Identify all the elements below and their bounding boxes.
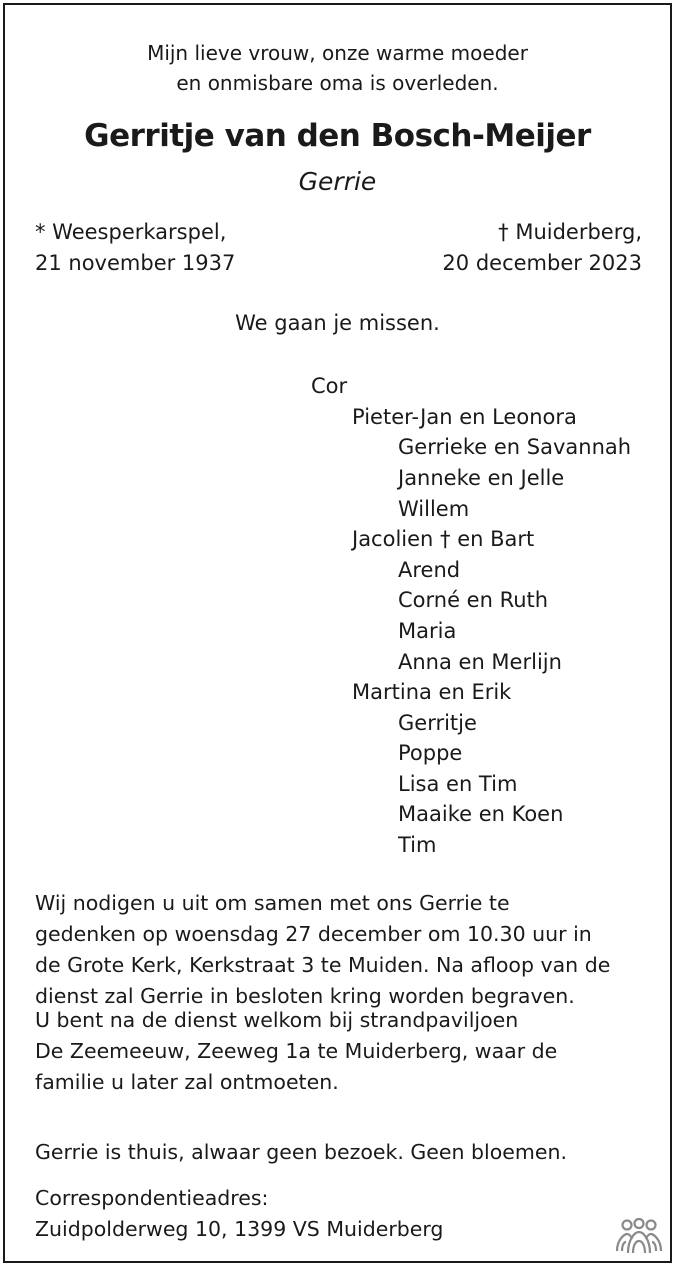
family-grandchild: Tim bbox=[398, 833, 437, 857]
birth-date: 21 november 1937 bbox=[35, 251, 236, 275]
farewell-message: We gaan je missen. bbox=[235, 311, 440, 335]
family-grandchild: Lisa en Tim bbox=[398, 772, 518, 796]
reception-line: familie u later zal ontmoeten. bbox=[35, 1070, 339, 1094]
family-grandchild: Maria bbox=[398, 619, 457, 643]
reception-line: De Zeemeeuw, Zeeweg 1a te Muiderberg, waar de bbox=[35, 1039, 558, 1063]
family-child: Jacolien † en Bart bbox=[352, 527, 535, 551]
death-info bbox=[442, 217, 642, 279]
service-paragraph bbox=[35, 888, 645, 1012]
family-grandchild: Maaike en Koen bbox=[398, 802, 564, 826]
family-grandchild: Willem bbox=[398, 497, 470, 521]
service-line: Wij nodigen u uit om samen met ons Gerrie te bbox=[35, 891, 510, 915]
intro-line-2: en onmisbare oma is overleden. bbox=[176, 71, 499, 95]
family-grandchild: Gerrieke en Savannah bbox=[398, 435, 632, 459]
intro-line-1: Mijn lieve vrouw, onze warme moeder bbox=[147, 41, 528, 65]
people-logo-icon bbox=[614, 1217, 664, 1257]
family-grandchild: Corné en Ruth bbox=[398, 588, 549, 612]
birth-place: * Weesperkarspel, bbox=[35, 220, 227, 244]
reception-line: U bent na de dienst welkom bij strandpaviljoen bbox=[35, 1008, 519, 1032]
correspondence-label: Correspondentieadres: bbox=[35, 1186, 269, 1210]
deceased-name: Gerritje van den Bosch-Meijer bbox=[84, 118, 591, 154]
home-note: Gerrie is thuis, alwaar geen bezoek. Geen bloemen. bbox=[35, 1140, 567, 1164]
service-line: de Grote Kerk, Kerkstraat 3 te Muiden. Na afloop van de bbox=[35, 953, 611, 977]
service-line: dienst zal Gerrie in besloten kring worden begraven. bbox=[35, 984, 575, 1008]
family-child: Martina en Erik bbox=[352, 680, 512, 704]
deceased-nickname: Gerrie bbox=[298, 167, 377, 196]
family-grandchild: Gerritje bbox=[398, 711, 477, 735]
family-grandchild: Poppe bbox=[398, 741, 463, 765]
family-grandchild: Arend bbox=[398, 558, 461, 582]
service-line: gedenken op woensdag 27 december om 10.30 uur in bbox=[35, 922, 592, 946]
family-grandchild: Janneke en Jelle bbox=[398, 466, 565, 490]
reception-paragraph bbox=[35, 1005, 645, 1098]
correspondence bbox=[35, 1183, 645, 1245]
obituary-card bbox=[3, 3, 672, 1263]
death-place: † Muiderberg, bbox=[498, 220, 642, 244]
correspondence-address: Zuidpolderweg 10, 1399 VS Muiderberg bbox=[35, 1217, 444, 1241]
family-child: Pieter-Jan en Leonora bbox=[352, 405, 577, 429]
birth-info bbox=[35, 217, 235, 279]
death-date: 20 december 2023 bbox=[442, 251, 642, 275]
family-spouse: Cor bbox=[311, 374, 348, 398]
family-grandchild: Anna en Merlijn bbox=[398, 650, 562, 674]
